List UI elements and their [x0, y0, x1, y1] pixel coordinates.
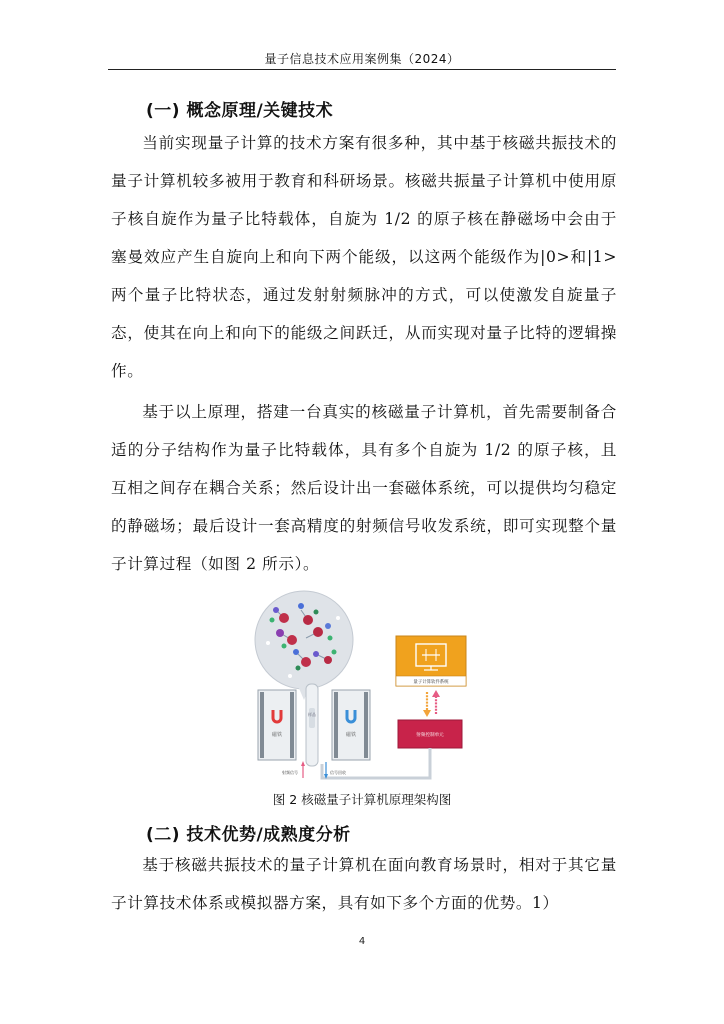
figure-caption: 图 2 核磁量子计算机原理架构图: [272, 792, 452, 807]
magnet-left: [258, 690, 296, 760]
magnet-right: [332, 690, 370, 760]
signal-out-label: 射频信号: [282, 770, 298, 775]
header-rule: [108, 69, 616, 70]
section-heading-advantages: (二) 技术优势/成熟度分析: [146, 825, 351, 845]
molecule-bubble: [255, 591, 353, 700]
paragraph-advantages-1: 基于核磁共振技术的量子计算机在面向教育场景时，相对于其它量子计算技术体系或模拟器方案，具有如下多个方面的优势。1）: [111, 856, 617, 912]
panel-rf-arrows: [423, 690, 440, 717]
page-header: 量子信息技术应用案例集（2024）: [264, 52, 460, 66]
paragraph-principles-1: 当前实现量子计算的技术方案有很多种，其中基于核磁共振技术的量子计算机较多被用于教育和科研场景。核磁共振量子计算机中使用原子核自旋作为量子比特载体，自旋为 1/2 的原子核在静磁场中会由于塞曼效应产生自旋向上和向下两个能级，以这两个能级作为|0>和|1>两个量子比特状态，通过发射射频脉冲的方式，可以使激发自旋量子态，使其在向上和向下的能级之间跃迁，从而实现对量子比特的逻辑操作。: [111, 134, 617, 380]
rf-unit-label: 射频控制单元: [416, 733, 444, 738]
quantum-software-panel: [396, 636, 466, 686]
rf-control-unit: [398, 720, 462, 748]
nmr-architecture-figure: [246, 588, 478, 786]
paragraph-principles-2: 基于以上原理，搭建一台真实的核磁量子计算机，首先需要制备合适的分子结构作为量子比特载体，具有多个自旋为 1/2 的原子核，且互相之间存在耦合关系；然后设计出一套磁体系统，可以提供均匀稳定的静磁场；最后设计一套高精度的射频信号收发系统，即可实现整个量子计算过程（如图 2 所示）。: [111, 403, 617, 573]
signal-in-label: 信号回收: [330, 770, 346, 775]
magnet-right-label: 磁铁: [345, 732, 357, 738]
software-label: 量子计算软件系统: [413, 680, 449, 685]
sample-tube: [306, 684, 318, 766]
sample-label: 样品: [308, 712, 316, 717]
section-heading-principles: (一) 概念原理/关键技术: [146, 101, 334, 121]
magnet-left-label: 磁铁: [271, 732, 283, 738]
page-number: 4: [358, 936, 366, 947]
